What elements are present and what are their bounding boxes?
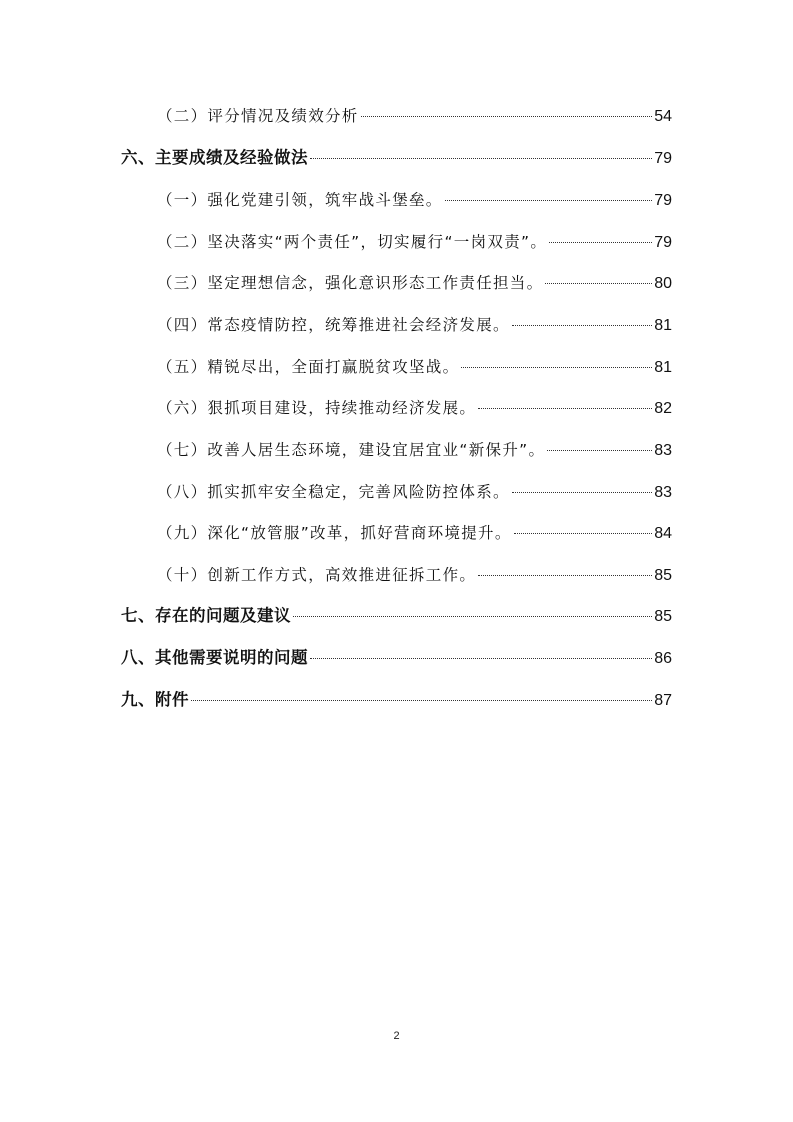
toc-entry[interactable] xyxy=(157,396,672,420)
toc-entry[interactable] xyxy=(157,188,672,212)
toc-entry-page: 83 xyxy=(654,442,672,459)
toc-entry[interactable] xyxy=(157,230,672,254)
toc-dot-leader xyxy=(310,658,652,659)
toc-dot-leader xyxy=(361,116,653,117)
toc-dot-leader xyxy=(545,283,652,284)
toc-entry-title: （十）创新工作方式，高效推进征拆工作。 xyxy=(157,566,477,584)
toc-entry[interactable] xyxy=(121,604,672,628)
toc-dot-leader xyxy=(512,492,652,493)
toc-entry-page: 83 xyxy=(654,484,672,501)
toc-entry[interactable] xyxy=(157,563,672,587)
toc-entry-title: （三）坚定理想信念，强化意识形态工作责任担当。 xyxy=(157,274,544,292)
toc-entry[interactable] xyxy=(157,104,672,128)
toc-entry-page: 82 xyxy=(654,400,672,417)
toc-entry-title: （四）常态疫情防控，统筹推进社会经济发展。 xyxy=(157,316,510,334)
toc-dot-leader xyxy=(445,200,653,201)
toc-entry[interactable] xyxy=(157,521,672,545)
toc-dot-leader xyxy=(547,450,652,451)
toc-entry-title: （一）强化党建引领，筑牢战斗堡垒。 xyxy=(157,191,443,209)
toc-entry-page: 85 xyxy=(654,608,672,625)
toc-entry-page: 79 xyxy=(654,192,672,209)
toc-entry-page: 80 xyxy=(654,275,672,292)
toc-entry[interactable] xyxy=(157,313,672,337)
page-number: 2 xyxy=(393,1030,400,1042)
toc-entry[interactable] xyxy=(157,480,672,504)
toc-entry-title: （八）抓实抓牢安全稳定，完善风险防控体系。 xyxy=(157,483,510,501)
toc-entry-title: 九、附件 xyxy=(121,690,189,709)
toc-entry-title: （九）深化“放管服”改革，抓好营商环境提升。 xyxy=(157,524,512,542)
toc-entry-title: 六、主要成绩及经验做法 xyxy=(121,148,308,167)
toc-dot-leader xyxy=(549,242,652,243)
toc-dot-leader xyxy=(512,325,652,326)
toc-dot-leader xyxy=(514,533,653,534)
toc-entry-title: （五）精锐尽出，全面打赢脱贫攻坚战。 xyxy=(157,358,460,376)
toc-dot-leader xyxy=(461,367,652,368)
toc-entry[interactable] xyxy=(157,355,672,379)
toc-entry[interactable] xyxy=(157,271,672,295)
toc-entry-title: （六）狠抓项目建设，持续推动经济发展。 xyxy=(157,399,477,417)
toc-dot-leader xyxy=(293,616,652,617)
toc-dot-leader xyxy=(478,575,652,576)
toc-entry[interactable] xyxy=(121,146,672,170)
toc-dot-leader xyxy=(478,408,652,409)
toc-entry-page: 84 xyxy=(654,525,672,542)
toc-entry[interactable] xyxy=(157,438,672,462)
toc-entry-title: （二）坚决落实“两个责任”，切实履行“一岗双责”。 xyxy=(157,233,548,251)
toc-dot-leader xyxy=(310,158,652,159)
toc-entry-page: 81 xyxy=(654,359,672,376)
toc-entry-page: 79 xyxy=(654,234,672,251)
toc-entry-page: 54 xyxy=(654,108,672,125)
toc-entry-page: 85 xyxy=(654,567,672,584)
toc-entry-title: （七）改善人居生态环境，建设宜居宜业“新保升”。 xyxy=(157,441,546,459)
toc-entry-page: 79 xyxy=(654,150,672,167)
toc-entry-title: 八、其他需要说明的问题 xyxy=(121,648,308,667)
toc-entry[interactable] xyxy=(121,646,672,670)
toc-entry-page: 81 xyxy=(654,317,672,334)
toc-entry[interactable] xyxy=(121,688,672,712)
toc-dot-leader xyxy=(191,700,652,701)
toc-entry-page: 87 xyxy=(654,692,672,709)
toc-entry-page: 86 xyxy=(654,650,672,667)
toc-entry-title: （二）评分情况及绩效分析 xyxy=(157,107,359,125)
toc-entry-title: 七、存在的问题及建议 xyxy=(121,606,291,625)
